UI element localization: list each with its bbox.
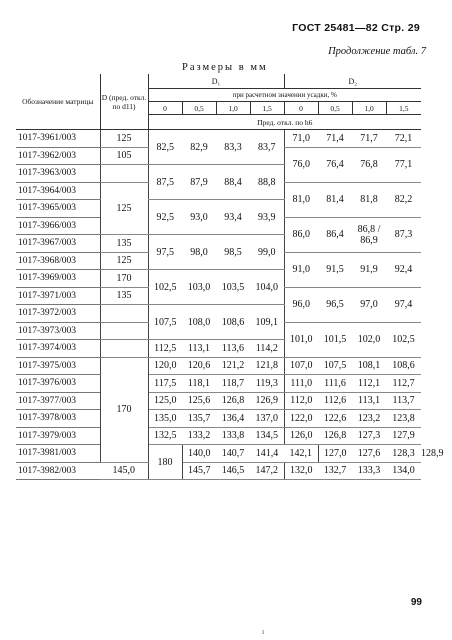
d2-value: 76,8 bbox=[352, 147, 386, 182]
d2-value: 81,8 bbox=[352, 182, 386, 217]
d1-value: 113,6 bbox=[216, 340, 250, 358]
d1-value: 102,5 bbox=[148, 270, 182, 305]
d-value bbox=[100, 165, 148, 183]
d1-value: 98,0 bbox=[182, 235, 216, 270]
col-header-D: D (пред. откл. по d11) bbox=[100, 74, 148, 130]
d-value: 170 bbox=[100, 357, 148, 462]
d2-value: 96,0 bbox=[284, 287, 318, 322]
d1-value: 82,9 bbox=[182, 130, 216, 165]
continuation-label: Продолжение табл. 7 bbox=[328, 46, 426, 57]
d2-value: 97,0 bbox=[352, 287, 386, 322]
d2-value: 126,0 bbox=[284, 427, 318, 445]
d2-value: 133,3 bbox=[352, 462, 386, 480]
d1-value: 135,7 bbox=[182, 410, 216, 428]
d2-value: 107,0 bbox=[284, 357, 318, 375]
d1-value: 135,0 bbox=[148, 410, 182, 428]
d2-value: 128,3 bbox=[386, 445, 421, 463]
d1-value: 132,5 bbox=[148, 427, 182, 445]
d2-value: 92,4 bbox=[386, 252, 421, 287]
d2-value: 134,0 bbox=[386, 462, 421, 480]
d2-value: 86,8 / 86,9 bbox=[352, 217, 386, 252]
d2-value: 122,0 bbox=[284, 410, 318, 428]
d1-value: 125,6 bbox=[182, 392, 216, 410]
d2-value: 81,4 bbox=[318, 182, 352, 217]
d2-value: 72,1 bbox=[386, 130, 421, 148]
d1-value: 121,8 bbox=[250, 357, 284, 375]
matrix-id: 1017-3979/003 bbox=[16, 427, 100, 445]
matrix-id: 1017-3975/003 bbox=[16, 357, 100, 375]
matrix-id: 1017-3981/003 bbox=[16, 445, 100, 463]
shrink-value: 1,5 bbox=[386, 102, 421, 115]
d2-value: 111,0 bbox=[284, 375, 318, 393]
d1-value: 142,1 bbox=[284, 445, 318, 463]
d-value: 125 bbox=[100, 182, 148, 235]
d2-value: 102,5 bbox=[386, 322, 421, 357]
d1-value: 140,0 bbox=[182, 445, 216, 463]
d1-value: 93,9 bbox=[250, 200, 284, 235]
matrix-id: 1017-3977/003 bbox=[16, 392, 100, 410]
d1-value: 103,0 bbox=[182, 270, 216, 305]
matrix-id: 1017-3982/003 bbox=[16, 462, 100, 480]
d1-value: 140,7 bbox=[216, 445, 250, 463]
d2-value: 71,7 bbox=[352, 130, 386, 148]
d1-value: 104,0 bbox=[250, 270, 284, 305]
shrink-value: 0 bbox=[148, 102, 182, 115]
matrix-id: 1017-3966/003 bbox=[16, 217, 100, 235]
d2-value: 91,9 bbox=[352, 252, 386, 287]
d1-value: 145,0 bbox=[100, 462, 148, 480]
matrix-id: 1017-3976/003 bbox=[16, 375, 100, 393]
d2-value: 91,0 bbox=[284, 252, 318, 287]
d1-value: 120,0 bbox=[148, 357, 182, 375]
d1-value: 141,4 bbox=[250, 445, 284, 463]
d2-value: 126,8 bbox=[318, 427, 352, 445]
d-value bbox=[100, 340, 148, 358]
d2-value: 123,8 bbox=[386, 410, 421, 428]
d2-value: 132,0 bbox=[284, 462, 318, 480]
matrix-id: 1017-3969/003 bbox=[16, 270, 100, 288]
matrix-id: 1017-3965/003 bbox=[16, 200, 100, 218]
shrink-value: 0,5 bbox=[318, 102, 352, 115]
d2-value: 77,1 bbox=[386, 147, 421, 182]
table-row bbox=[16, 427, 421, 445]
d1-value: 113,1 bbox=[182, 340, 216, 358]
bottom-mark: ı bbox=[262, 627, 265, 636]
d1-value: 126,8 bbox=[216, 392, 250, 410]
d1-value: 103,5 bbox=[216, 270, 250, 305]
d1-value: 117,5 bbox=[148, 375, 182, 393]
d-value bbox=[100, 305, 148, 323]
d1-value: 126,9 bbox=[250, 392, 284, 410]
table-row: 1017-3981/003 180 140,0 140,7 141,4 142,1 127,0 127,6 128,3 128,9 bbox=[16, 445, 421, 463]
d1-value: 136,4 bbox=[216, 410, 250, 428]
d1-value: 108,6 bbox=[216, 305, 250, 340]
matrix-id: 1017-3971/003 bbox=[16, 287, 100, 305]
d2-value: 76,4 bbox=[318, 147, 352, 182]
d2-value: 91,5 bbox=[318, 252, 352, 287]
d1-value: 125,0 bbox=[148, 392, 182, 410]
matrix-id: 1017-3968/003 bbox=[16, 252, 100, 270]
table-row bbox=[16, 462, 421, 480]
d1-value: 98,5 bbox=[216, 235, 250, 270]
matrix-id: 1017-3972/003 bbox=[16, 305, 100, 323]
d2-value: 127,3 bbox=[352, 427, 386, 445]
table-row bbox=[16, 357, 421, 375]
d2-value: 113,1 bbox=[352, 392, 386, 410]
d-value: 105 bbox=[100, 147, 148, 165]
d1-value: 145,7 bbox=[182, 462, 216, 480]
d2-value: 76,0 bbox=[284, 147, 318, 182]
d1-value: 87,5 bbox=[148, 165, 182, 200]
table-body bbox=[16, 130, 444, 480]
d2-value: 123,2 bbox=[352, 410, 386, 428]
d2-value: 127,9 bbox=[386, 427, 421, 445]
d1-value: 133,8 bbox=[216, 427, 250, 445]
matrix-id: 1017-3973/003 bbox=[16, 322, 100, 340]
d1-value: 107,5 bbox=[148, 305, 182, 340]
tolerance-header: Пред. откл. по h6 bbox=[148, 115, 421, 130]
group-header-d1: D₁ bbox=[148, 74, 284, 89]
group-header-d2: D₂ bbox=[284, 74, 421, 89]
matrix-id: 1017-3961/003 bbox=[16, 130, 100, 148]
d2-value: 71,0 bbox=[284, 130, 318, 148]
d2-value: 111,6 bbox=[318, 375, 352, 393]
d2-value: 97,4 bbox=[386, 287, 421, 322]
table-row bbox=[16, 410, 421, 428]
d1-value: 99,0 bbox=[250, 235, 284, 270]
shrink-value: 1,5 bbox=[250, 102, 284, 115]
table-row bbox=[16, 392, 421, 410]
d2-value: 86,4 bbox=[318, 217, 352, 252]
d1-value: 108,0 bbox=[182, 305, 216, 340]
d2-value: 101,5 bbox=[318, 322, 352, 357]
d1-value: 82,5 bbox=[148, 130, 182, 165]
d1-value: 83,7 bbox=[250, 130, 284, 165]
d2-value: 113,7 bbox=[386, 392, 421, 410]
matrix-id: 1017-3967/003 bbox=[16, 235, 100, 253]
d1-value: 134,5 bbox=[250, 427, 284, 445]
d1-value: 147,2 bbox=[250, 462, 284, 480]
d1-value: 97,5 bbox=[148, 235, 182, 270]
shrink-value: 1,0 bbox=[352, 102, 386, 115]
d1-value: 88,8 bbox=[250, 165, 284, 200]
shrink-value: 1,0 bbox=[216, 102, 250, 115]
d-value bbox=[100, 322, 148, 340]
d-value: 125 bbox=[100, 130, 148, 148]
matrix-id: 1017-3978/003 bbox=[16, 410, 100, 428]
d-value: 135 bbox=[100, 235, 148, 253]
d2-value: 107,5 bbox=[318, 357, 352, 375]
d-value: 125 bbox=[100, 252, 148, 270]
d2-value: 127,6 bbox=[352, 445, 386, 463]
d1-value: 118,1 bbox=[182, 375, 216, 393]
d1-value: 119,3 bbox=[250, 375, 284, 393]
shrink-value: 0,5 bbox=[182, 102, 216, 115]
d2-value: 82,2 bbox=[386, 182, 421, 217]
d1-value: 118,7 bbox=[216, 375, 250, 393]
sizes-title: Размеры в мм bbox=[182, 62, 268, 73]
d1-value: 83,3 bbox=[216, 130, 250, 165]
d1-value: 146,5 bbox=[216, 462, 250, 480]
d1-value: 120,6 bbox=[182, 357, 216, 375]
table-row bbox=[16, 375, 421, 393]
d1-value: 114,2 bbox=[250, 340, 284, 358]
d2-value: 108,6 bbox=[386, 357, 421, 375]
d2-value: 102,0 bbox=[352, 322, 386, 357]
dimensions-table bbox=[16, 74, 444, 480]
d-value: 180 bbox=[148, 445, 182, 480]
d2-value: 96,5 bbox=[318, 287, 352, 322]
d2-value: 108,1 bbox=[352, 357, 386, 375]
d1-value: 133,2 bbox=[182, 427, 216, 445]
d2-value: 81,0 bbox=[284, 182, 318, 217]
d-value: 135 bbox=[100, 287, 148, 305]
d2-value: 112,0 bbox=[284, 392, 318, 410]
d1-value: 93,0 bbox=[182, 200, 216, 235]
d1-value: 109,1 bbox=[250, 305, 284, 340]
d1-value: 92,5 bbox=[148, 200, 182, 235]
d2-value: 86,0 bbox=[284, 217, 318, 252]
d2-value: 132,7 bbox=[318, 462, 352, 480]
d1-value: 88,4 bbox=[216, 165, 250, 200]
d2-value: 112,6 bbox=[318, 392, 352, 410]
d2-value: 71,4 bbox=[318, 130, 352, 148]
shrink-header: при расчетном значении усадки, % bbox=[148, 89, 421, 102]
d2-value: 87,3 bbox=[386, 217, 421, 252]
d1-value: 121,2 bbox=[216, 357, 250, 375]
d1-value: 87,9 bbox=[182, 165, 216, 200]
d2-value: 127,0 bbox=[318, 445, 352, 463]
d1-value: 137,0 bbox=[250, 410, 284, 428]
matrix-id: 1017-3974/003 bbox=[16, 340, 100, 358]
col-header-matrix: Обозначение матрицы bbox=[16, 74, 100, 130]
matrix-id: 1017-3963/003 bbox=[16, 165, 100, 183]
d2-value: 112,1 bbox=[352, 375, 386, 393]
d2-value: 122,6 bbox=[318, 410, 352, 428]
d-value: 170 bbox=[100, 270, 148, 288]
matrix-id: 1017-3962/003 bbox=[16, 147, 100, 165]
d2-value: 112,7 bbox=[386, 375, 421, 393]
matrix-id: 1017-3964/003 bbox=[16, 182, 100, 200]
shrink-value: 0 bbox=[284, 102, 318, 115]
d1-value: 93,4 bbox=[216, 200, 250, 235]
d1-value: 112,5 bbox=[148, 340, 182, 358]
table-row bbox=[16, 130, 421, 148]
d2-value: 101,0 bbox=[284, 322, 318, 357]
page-header: ГОСТ 25481—82 Стр. 29 bbox=[292, 22, 420, 34]
page-number: 99 bbox=[410, 597, 422, 608]
